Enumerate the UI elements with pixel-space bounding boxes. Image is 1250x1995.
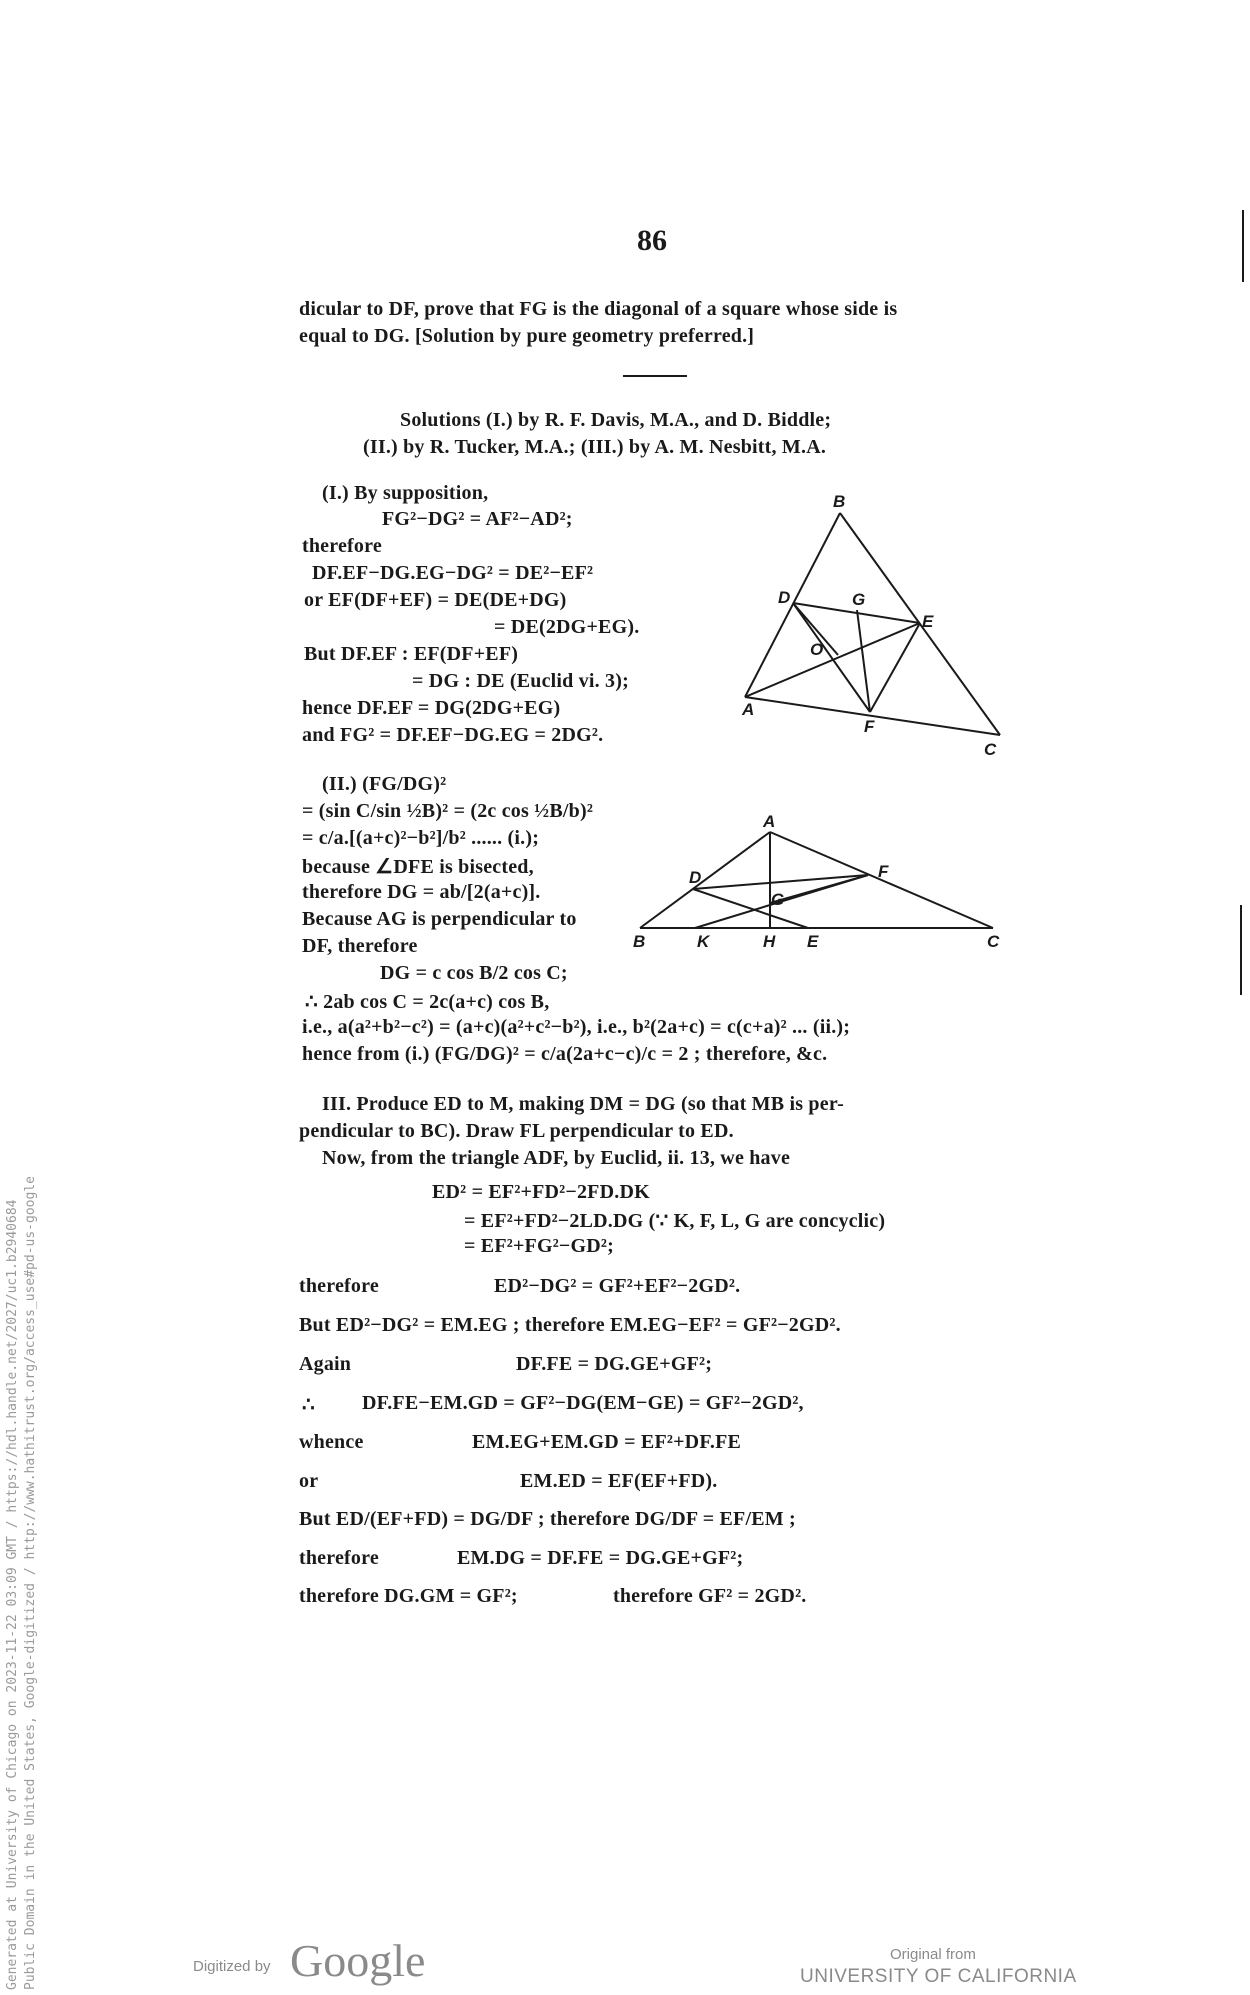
scan-edge-mark — [1240, 905, 1242, 995]
solution1-line: But DF.EF : EF(DF+EF) — [304, 643, 519, 665]
solution3-line: ∴ — [302, 1394, 315, 1416]
solution1-line: and FG² = DF.EF−DG.EG = 2DG². — [302, 724, 604, 746]
google-logo: Google — [290, 1935, 426, 1986]
figure2-label: B — [633, 932, 646, 950]
figure1-label: A — [742, 700, 755, 719]
figure1-label: O — [810, 640, 824, 659]
solution3-line: therefore GF² = 2GD². — [613, 1585, 807, 1607]
provenance-line: Generated at University of Chicago on 2023-11-22 03:09 GMT / https://hdl.handle.net/2027/uc1.b2940684 — [5, 1199, 20, 1990]
figure2-label: K — [697, 932, 710, 950]
intro-line: dicular to DF, prove that FG is the diagonal of a square whose side is — [299, 298, 898, 320]
figure1-label: G — [852, 590, 866, 609]
figure-1-triangle — [730, 485, 1020, 765]
solution2-line: (II.) (FG/DG)² — [322, 773, 447, 795]
solution3-line: or — [299, 1470, 319, 1492]
solution3-line: But ED²−DG² = EM.EG ; therefore EM.EG−EF² = GF²−2GD². — [299, 1314, 841, 1336]
figure2-label: F — [878, 862, 889, 881]
solution2-line: i.e., a(a²+b²−c²) = (a+c)(a²+c²−b²), i.e., b²(2a+c) = c(c+a)² ... (ii.); — [302, 1016, 851, 1038]
figure1-label: F — [864, 717, 875, 736]
figure-2-triangle — [625, 810, 1010, 950]
solution3-line: EM.EG+EM.GD = EF²+DF.FE — [472, 1431, 742, 1453]
figure1-label: B — [833, 492, 846, 511]
solution1-line: or EF(DF+EF) = DE(DE+DG) — [304, 589, 567, 611]
intro-line: equal to DG. [Solution by pure geometry preferred.] — [299, 325, 755, 347]
solution3-line: EM.ED = EF(EF+FD). — [520, 1470, 718, 1492]
section-rule — [623, 375, 687, 377]
solution1-line: therefore — [302, 535, 382, 557]
solutions-header-line1: Solutions (I.) by R. F. Davis, M.A., and D. Biddle; — [400, 409, 832, 431]
solution3-line: ED²−DG² = GF²+EF²−2GD². — [494, 1275, 741, 1297]
solution3-line: pendicular to BC). Draw FL perpendicular to ED. — [299, 1120, 734, 1142]
solution2-line: hence from (i.) (FG/DG)² = c/a(2a+c−c)/c = 2 ; therefore, &c. — [302, 1043, 828, 1065]
figure2-label: D — [689, 868, 702, 887]
digitized-by-label: Digitized by — [193, 1958, 271, 1975]
solution1-line: hence DF.EF = DG(2DG+EG) — [302, 697, 561, 719]
solution3-line: Now, from the triangle ADF, by Euclid, ii. 13, we have — [322, 1147, 791, 1169]
solution2-line: DG = c cos B/2 cos C; — [380, 962, 568, 984]
solution1-line: (I.) By supposition, — [322, 482, 489, 504]
figure1-label: E — [922, 612, 934, 631]
solution3-line: EM.DG = DF.FE = DG.GE+GF²; — [457, 1547, 744, 1569]
solution3-line: DF.FE−EM.GD = GF²−DG(EM−GE) = GF²−2GD², — [362, 1392, 804, 1414]
solution3-line: whence — [299, 1431, 364, 1453]
solution3-line: But ED/(EF+FD) = DG/DF ; therefore DG/DF = EF/EM ; — [299, 1508, 796, 1530]
solution2-line: DF, therefore — [302, 935, 418, 957]
institution-label: UNIVERSITY OF CALIFORNIA — [800, 1966, 1077, 1987]
solution3-line: = EF²+FD²−2LD.DG (∵ K, F, L, G are concyclic) — [464, 1210, 886, 1232]
provenance-sidebar — [4, 1176, 40, 1990]
solution1-line: = DE(2DG+EG). — [494, 616, 640, 638]
solution3-line: III. Produce ED to M, making DM = DG (so that MB is per- — [322, 1093, 845, 1115]
solution3-line: DF.FE = DG.GE+GF²; — [516, 1353, 713, 1375]
solution3-line: therefore — [299, 1275, 379, 1297]
solution1-line: = DG : DE (Euclid vi. 3); — [412, 670, 629, 692]
solutions-header-line2: (II.) by R. Tucker, M.A.; (III.) by A. M. Nesbitt, M.A. — [363, 436, 827, 458]
solution3-line: therefore DG.GM = GF²; — [299, 1585, 518, 1607]
solution2-line: = (sin C/sin ½B)² = (2c cos ½B/b)² — [302, 800, 594, 822]
figure2-label: E — [807, 932, 819, 950]
solution2-line: Because AG is perpendicular to — [302, 908, 577, 930]
figure1-label: D — [778, 588, 791, 607]
solution2-line: = c/a.[(a+c)²−b²]/b² ...... (i.); — [302, 827, 540, 849]
solution1-line: DF.EF−DG.EG−DG² = DE²−EF² — [312, 562, 594, 584]
original-from-label: Original from — [890, 1946, 976, 1963]
solution3-line: = EF²+FG²−GD²; — [464, 1235, 614, 1257]
scan-edge-mark — [1242, 210, 1244, 282]
page-number: 86 — [637, 224, 667, 257]
figure2-label: C — [987, 932, 1000, 950]
figure2-label: H — [763, 932, 776, 950]
solution2-line: because ∠DFE is bisected, — [302, 856, 534, 878]
figure2-label: A — [763, 812, 776, 831]
solution3-line: Again — [299, 1353, 352, 1375]
provenance-line: Public Domain in the United States, Google-digitized / http://www.hathitrust.org/access_use#pd-us-google — [23, 1176, 38, 1990]
figure1-label: C — [984, 740, 997, 759]
figure2-label: G — [771, 890, 785, 909]
solution3-line: therefore — [299, 1547, 379, 1569]
solution2-line: therefore DG = ab/[2(a+c)]. — [302, 881, 541, 903]
solution2-line: ∴ 2ab cos C = 2c(a+c) cos B, — [305, 991, 550, 1013]
solution3-line: ED² = EF²+FD²−2FD.DK — [432, 1181, 650, 1203]
solution1-line: FG²−DG² = AF²−AD²; — [382, 508, 573, 530]
